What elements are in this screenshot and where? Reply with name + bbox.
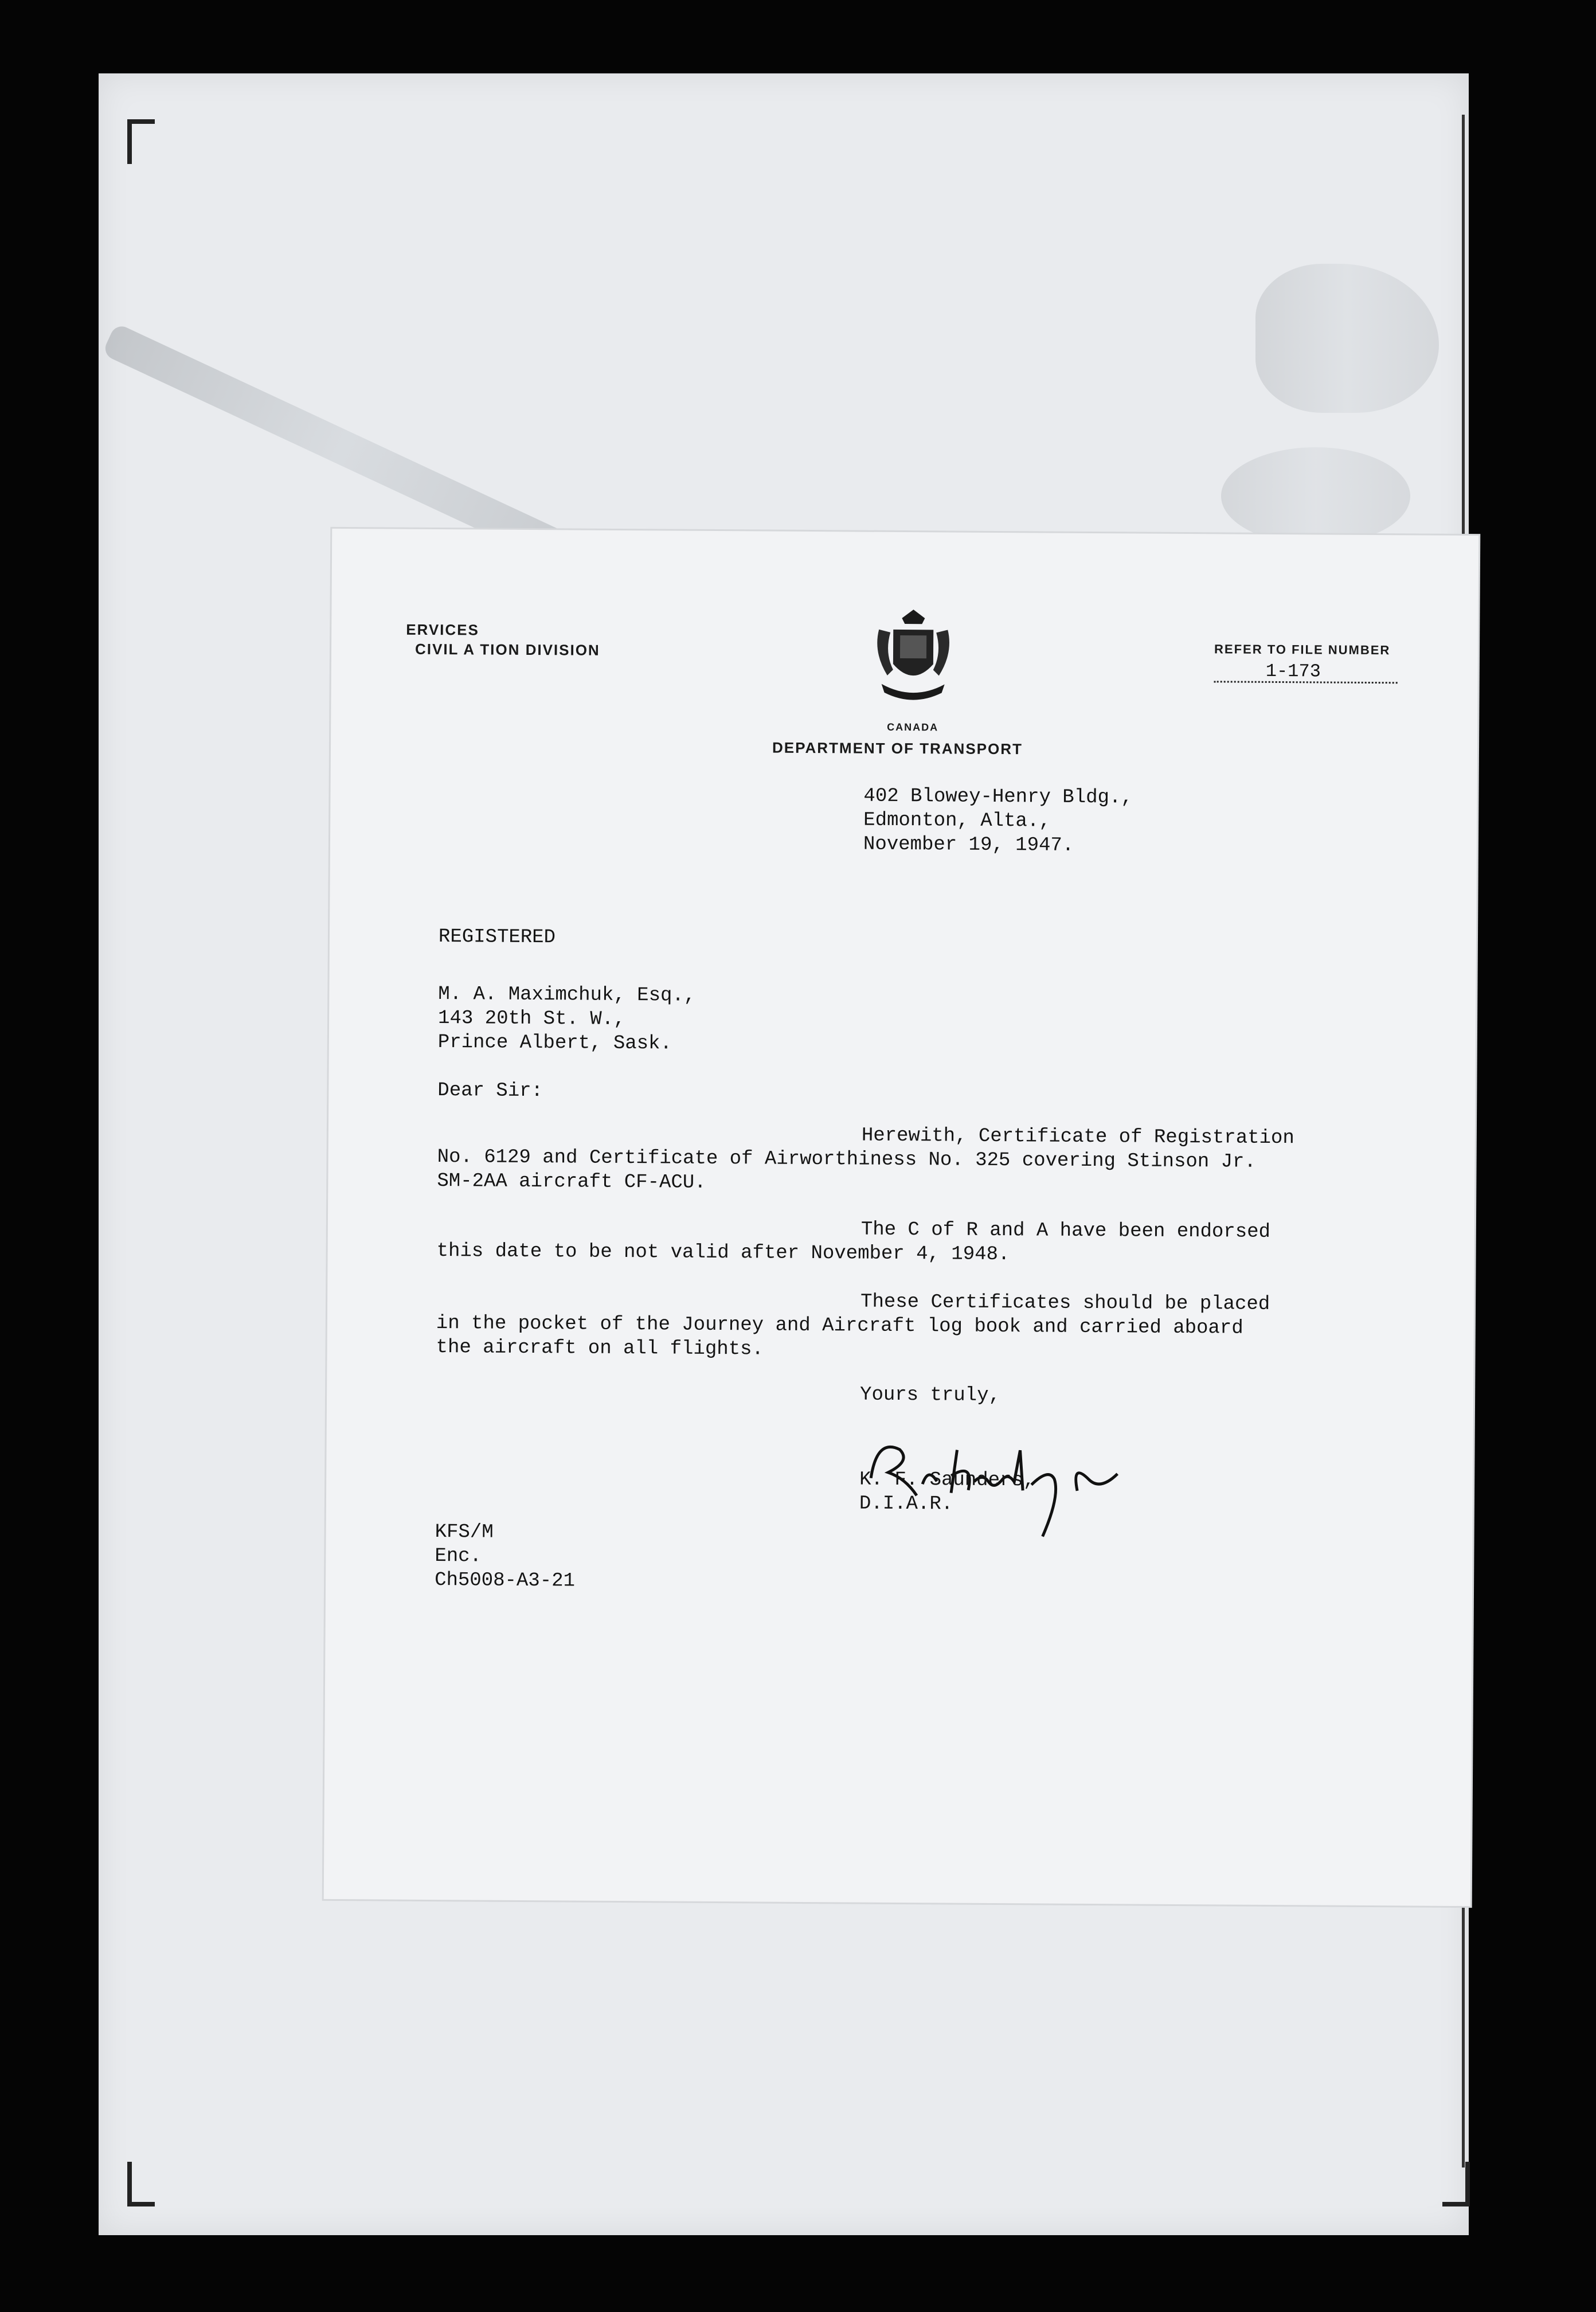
footer-enclosure: Enc. <box>435 1545 482 1568</box>
body-p3-line3: the aircraft on all flights. <box>436 1337 764 1361</box>
body-p2-line1: The C of R and A have been endorsed <box>860 1219 1271 1243</box>
signer-name: K. F. Saunders, <box>859 1469 1035 1492</box>
footer-file-ref: Ch5008-A3-21 <box>435 1569 576 1592</box>
letterhead-division: CIVIL A TION DIVISION <box>414 640 600 659</box>
letterhead-department: DEPARTMENT OF TRANSPORT <box>772 739 1023 758</box>
footer-initials: KFS/M <box>435 1521 494 1544</box>
recipient-name: M. A. Maximchuk, Esq., <box>438 983 696 1007</box>
coat-of-arms-icon <box>870 607 956 705</box>
body-p3-line1: These Certificates should be placed <box>860 1291 1270 1315</box>
sender-address-line2: Edmonton, Alta., <box>863 809 1051 833</box>
letter-page <box>324 529 1479 1906</box>
crop-mark-bottom-left <box>127 2162 155 2206</box>
crop-mark-top-left <box>127 119 155 164</box>
signer-title: D.I.A.R. <box>859 1493 953 1516</box>
letterhead-services: ERVICES <box>406 620 480 639</box>
closing: Yours truly, <box>859 1384 1001 1407</box>
recipient-city: Prince Albert, Sask. <box>437 1032 672 1055</box>
body-p1-line3: SM-2AA aircraft CF-ACU. <box>437 1170 706 1194</box>
body-p1-line2: No. 6129 and Certificate of Airworthiness No. 325 covering Stinson Jr. <box>437 1146 1256 1173</box>
body-p1-line1: Herewith, Certificate of Registration <box>861 1124 1294 1150</box>
refer-to-file-label: REFER TO FILE NUMBER <box>1214 642 1391 658</box>
body-p2-line2: this date to be not valid after November 4, 1948. <box>436 1240 1010 1266</box>
tape-residue-right-bottom <box>1221 447 1410 545</box>
crop-mark-bottom-right <box>1442 2162 1470 2206</box>
letter-date: November 19, 1947. <box>863 833 1074 857</box>
file-number: 1-173 <box>1265 660 1321 682</box>
mail-type: REGISTERED <box>438 926 556 949</box>
body-p3-line2: in the pocket of the Journey and Aircraft log book and carried aboard <box>436 1313 1243 1339</box>
recipient-street: 143 20th St. W., <box>437 1007 625 1031</box>
letterhead-country: CANADA <box>887 721 939 733</box>
salutation: Dear Sir: <box>437 1080 543 1103</box>
sender-address-line1: 402 Blowey-Henry Bldg., <box>863 785 1133 809</box>
